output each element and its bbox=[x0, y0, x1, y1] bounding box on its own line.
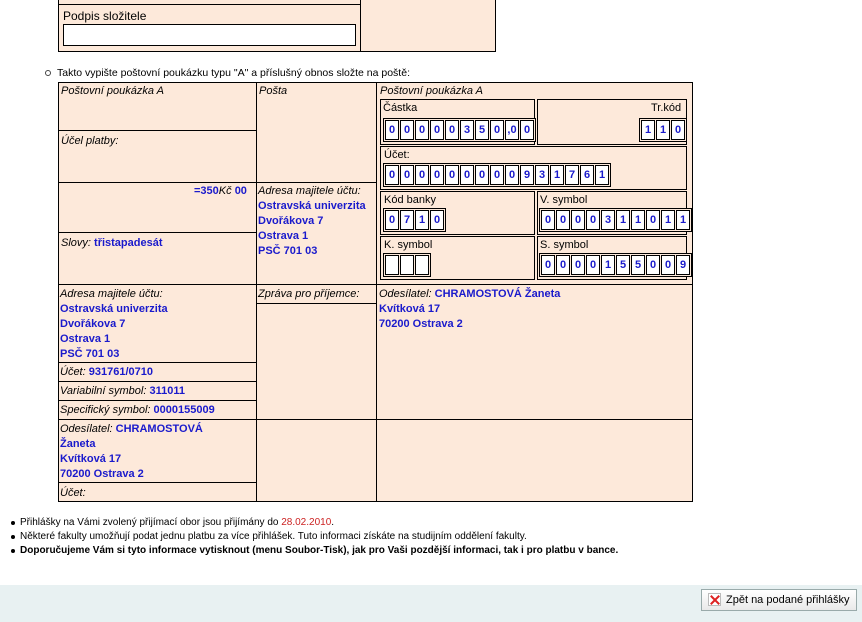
digit-cell: 5 bbox=[616, 255, 630, 275]
back-button-label: Zpět na podané přihlášky bbox=[726, 594, 850, 606]
trkod-digits bbox=[639, 118, 687, 142]
digit-cell: 0 bbox=[671, 120, 685, 140]
signature-input[interactable] bbox=[63, 24, 356, 46]
ucet-bottom-label: Účet: bbox=[60, 366, 86, 378]
digit-cell: 3 bbox=[535, 165, 549, 185]
adresa-label-mid: Adresa majitele účtu: bbox=[258, 185, 361, 197]
digit-cell: 1 bbox=[616, 210, 630, 230]
ssymbol-label: S. symbol bbox=[540, 239, 589, 251]
note-bullet-1 bbox=[11, 521, 15, 525]
odesilatel-left-name2: Žaneta bbox=[60, 438, 96, 450]
digit-cell: 1 bbox=[595, 165, 609, 185]
digit-cell: 1 bbox=[656, 120, 670, 140]
divider-m2 bbox=[256, 303, 377, 304]
slovy-line bbox=[61, 237, 163, 249]
vs-label: Variabilní symbol: bbox=[60, 385, 147, 397]
odesilatel-right-label: Odesílatel: bbox=[379, 288, 432, 300]
digit-cell bbox=[400, 255, 414, 275]
odesilatel-left-city: 70200 Ostrava 2 bbox=[60, 468, 144, 480]
digit-cell: 0 bbox=[586, 255, 600, 275]
adresa-left-1: Ostravská univerzita bbox=[60, 303, 168, 315]
vs-line bbox=[60, 385, 185, 397]
amount-text: =350 bbox=[194, 185, 219, 197]
digit-cell: 0 bbox=[556, 255, 570, 275]
digit-cell: 0 bbox=[541, 255, 555, 275]
digit-cell: 0 bbox=[430, 210, 444, 230]
odesilatel-right-street: Kvítková 17 bbox=[379, 303, 441, 315]
ss-line bbox=[60, 404, 215, 416]
odesilatel-left bbox=[60, 423, 203, 435]
digit-cell: 1 bbox=[415, 210, 429, 230]
note-1 bbox=[20, 517, 334, 528]
note-bullet-3 bbox=[11, 549, 15, 553]
divider-l2 bbox=[58, 182, 257, 183]
digit-cell: 0 bbox=[556, 210, 570, 230]
odesilatel-right-city: 70200 Ostrava 2 bbox=[379, 318, 463, 330]
digit-cell bbox=[385, 255, 399, 275]
zprava-label: Zpráva pro příjemce: bbox=[258, 288, 360, 300]
digit-cell: 0 bbox=[490, 165, 504, 185]
ucet-digit-group bbox=[383, 163, 611, 187]
coupon-right-title: Poštovní poukázka A bbox=[380, 85, 483, 97]
vsymbol-digits bbox=[539, 208, 692, 232]
digit-cell: 5 bbox=[631, 255, 645, 275]
digit-cell: 0 bbox=[385, 210, 399, 230]
coupon-left-title: Poštovní poukázka A bbox=[61, 85, 164, 97]
instruction-text: Takto vypište poštovní poukázku typu "A" a příslušný obnos složte na poště: bbox=[57, 67, 410, 79]
divider-l4 bbox=[58, 362, 257, 363]
digit-cell: 7 bbox=[565, 165, 579, 185]
digit-cell: 0 bbox=[646, 255, 660, 275]
kod-banky-label: Kód banky bbox=[384, 194, 436, 206]
divider-l1 bbox=[58, 130, 257, 131]
digit-cell bbox=[415, 255, 429, 275]
digit-cell: ,0 bbox=[505, 120, 519, 140]
close-icon bbox=[708, 593, 721, 606]
adresa-mid-2: Dvořákova 7 bbox=[258, 215, 324, 227]
ssymbol-digits bbox=[539, 253, 692, 277]
trkod-digit-group bbox=[639, 118, 687, 142]
divider-l6 bbox=[58, 400, 257, 401]
digit-cell: 0 bbox=[520, 120, 534, 140]
note-1-prefix: Přihlášky na Vámi zvolený přijímací obor jsou přijímány do bbox=[20, 517, 282, 528]
kod-banky-digits bbox=[383, 208, 446, 232]
digit-cell: 6 bbox=[580, 165, 594, 185]
currency-label: Kč bbox=[218, 185, 232, 197]
divider-m1 bbox=[256, 182, 377, 183]
digit-cell: 0 bbox=[490, 120, 504, 140]
note-bullet-2 bbox=[11, 535, 15, 539]
odesilatel-right-name: CHRAMOSTOVÁ Žaneta bbox=[434, 288, 561, 300]
digit-cell: 0 bbox=[505, 165, 519, 185]
digit-cell: 0 bbox=[571, 210, 585, 230]
divider-row2 bbox=[58, 284, 693, 285]
note-3: Doporučujeme Vám si tyto informace vytisknout (menu Soubor-Tisk), jak pro Vaši pozdější informaci, tak i pro platbu v bance. bbox=[20, 545, 619, 556]
digit-cell: 0 bbox=[430, 165, 444, 185]
vs-value: 311011 bbox=[149, 385, 185, 397]
digit-cell: 9 bbox=[676, 255, 690, 275]
divider-row3 bbox=[58, 419, 693, 420]
instruction-bullet bbox=[45, 70, 51, 76]
digit-cell: 0 bbox=[571, 255, 585, 275]
digit-cell: 0 bbox=[415, 165, 429, 185]
ksymbol-label: K. symbol bbox=[384, 239, 433, 251]
slovy-label: Slovy: bbox=[61, 237, 91, 249]
adresa-mid-1: Ostravská univerzita bbox=[258, 200, 366, 212]
adresa-mid-4: PSČ 701 03 bbox=[258, 245, 318, 257]
digit-cell: 0 bbox=[445, 120, 459, 140]
vsymbol-label: V. symbol bbox=[540, 194, 588, 206]
ucet-digits bbox=[383, 163, 611, 187]
adresa-left-3: Ostrava 1 bbox=[60, 333, 111, 345]
digit-cell: 0 bbox=[400, 165, 414, 185]
digit-cell: 9 bbox=[520, 165, 534, 185]
digit-cell: 1 bbox=[676, 210, 690, 230]
divider-col1 bbox=[256, 82, 257, 502]
ss-value: 0000155009 bbox=[153, 404, 215, 416]
digit-cell: 0 bbox=[430, 120, 444, 140]
back-to-applications-button[interactable] bbox=[701, 589, 857, 611]
ssymbol-digit-group bbox=[539, 253, 692, 277]
digit-cell: 0 bbox=[385, 165, 399, 185]
divider-l5 bbox=[58, 381, 257, 382]
ucel-label: Účel platby: bbox=[61, 135, 119, 147]
digit-cell: 0 bbox=[460, 165, 474, 185]
castka-label: Částka bbox=[383, 102, 418, 114]
digit-cell: 0 bbox=[475, 165, 489, 185]
digit-cell: 7 bbox=[400, 210, 414, 230]
signature-label: Podpis složitele bbox=[63, 9, 147, 23]
digit-cell: 0 bbox=[661, 255, 675, 275]
digit-cell: 0 bbox=[586, 210, 600, 230]
digit-cell: 1 bbox=[661, 210, 675, 230]
ucet-bottom-value: 931761/0710 bbox=[88, 366, 153, 378]
ucet-label: Účet: bbox=[384, 149, 410, 161]
divider-col2 bbox=[376, 82, 377, 502]
adresa-label-left: Adresa majitele účtu: bbox=[60, 288, 163, 300]
amount-cents: 00 bbox=[234, 185, 247, 197]
digit-cell: 0 bbox=[646, 210, 660, 230]
digit-cell: 0 bbox=[445, 165, 459, 185]
odesilatel-left-street: Kvítková 17 bbox=[60, 453, 122, 465]
digit-cell: 1 bbox=[641, 120, 655, 140]
digit-cell: 5 bbox=[475, 120, 489, 140]
adresa-left-2: Dvořákova 7 bbox=[60, 318, 126, 330]
digit-cell: 3 bbox=[460, 120, 474, 140]
divider-l7 bbox=[58, 482, 257, 483]
castka-digits bbox=[383, 118, 536, 142]
vsymbol-digit-group bbox=[539, 208, 692, 232]
kod-banky-digit-group bbox=[383, 208, 446, 232]
odesilatel-right bbox=[379, 288, 560, 300]
digit-cell: 1 bbox=[601, 255, 615, 275]
trkod-label: Tr.kód bbox=[651, 102, 682, 114]
posta-label: Pošta bbox=[259, 85, 288, 97]
slovy-value: třistapadesát bbox=[94, 237, 163, 249]
amount-line bbox=[194, 185, 247, 197]
note-1-date: 28.02.2010 bbox=[281, 517, 332, 528]
last-ucet-label: Účet: bbox=[60, 487, 86, 499]
odesilatel-left-label: Odesílatel: bbox=[60, 423, 113, 435]
odesilatel-left-name1: CHRAMOSTOVÁ bbox=[115, 423, 203, 435]
digit-cell: 1 bbox=[631, 210, 645, 230]
note-2: Některé fakulty umožňují podat jednu platbu za více přihlášek. Tuto informaci získáte na studijním oddělení fakulty. bbox=[20, 531, 527, 542]
ucet-bottom-line bbox=[60, 366, 153, 378]
castka-digit-group bbox=[383, 118, 536, 142]
note-1-suffix: . bbox=[331, 517, 335, 528]
ksymbol-digit-group bbox=[383, 253, 431, 277]
adresa-mid-3: Ostrava 1 bbox=[258, 230, 309, 242]
digit-cell: 0 bbox=[400, 120, 414, 140]
digit-cell: 0 bbox=[415, 120, 429, 140]
digit-cell: 1 bbox=[550, 165, 564, 185]
adresa-left-4: PSČ 701 03 bbox=[60, 348, 120, 360]
ss-label: Specifický symbol: bbox=[60, 404, 151, 416]
digit-cell: 0 bbox=[385, 120, 399, 140]
digit-cell: 0 bbox=[541, 210, 555, 230]
digit-cell: 3 bbox=[601, 210, 615, 230]
ksymbol-digits bbox=[383, 253, 431, 278]
divider-l3 bbox=[58, 232, 257, 233]
